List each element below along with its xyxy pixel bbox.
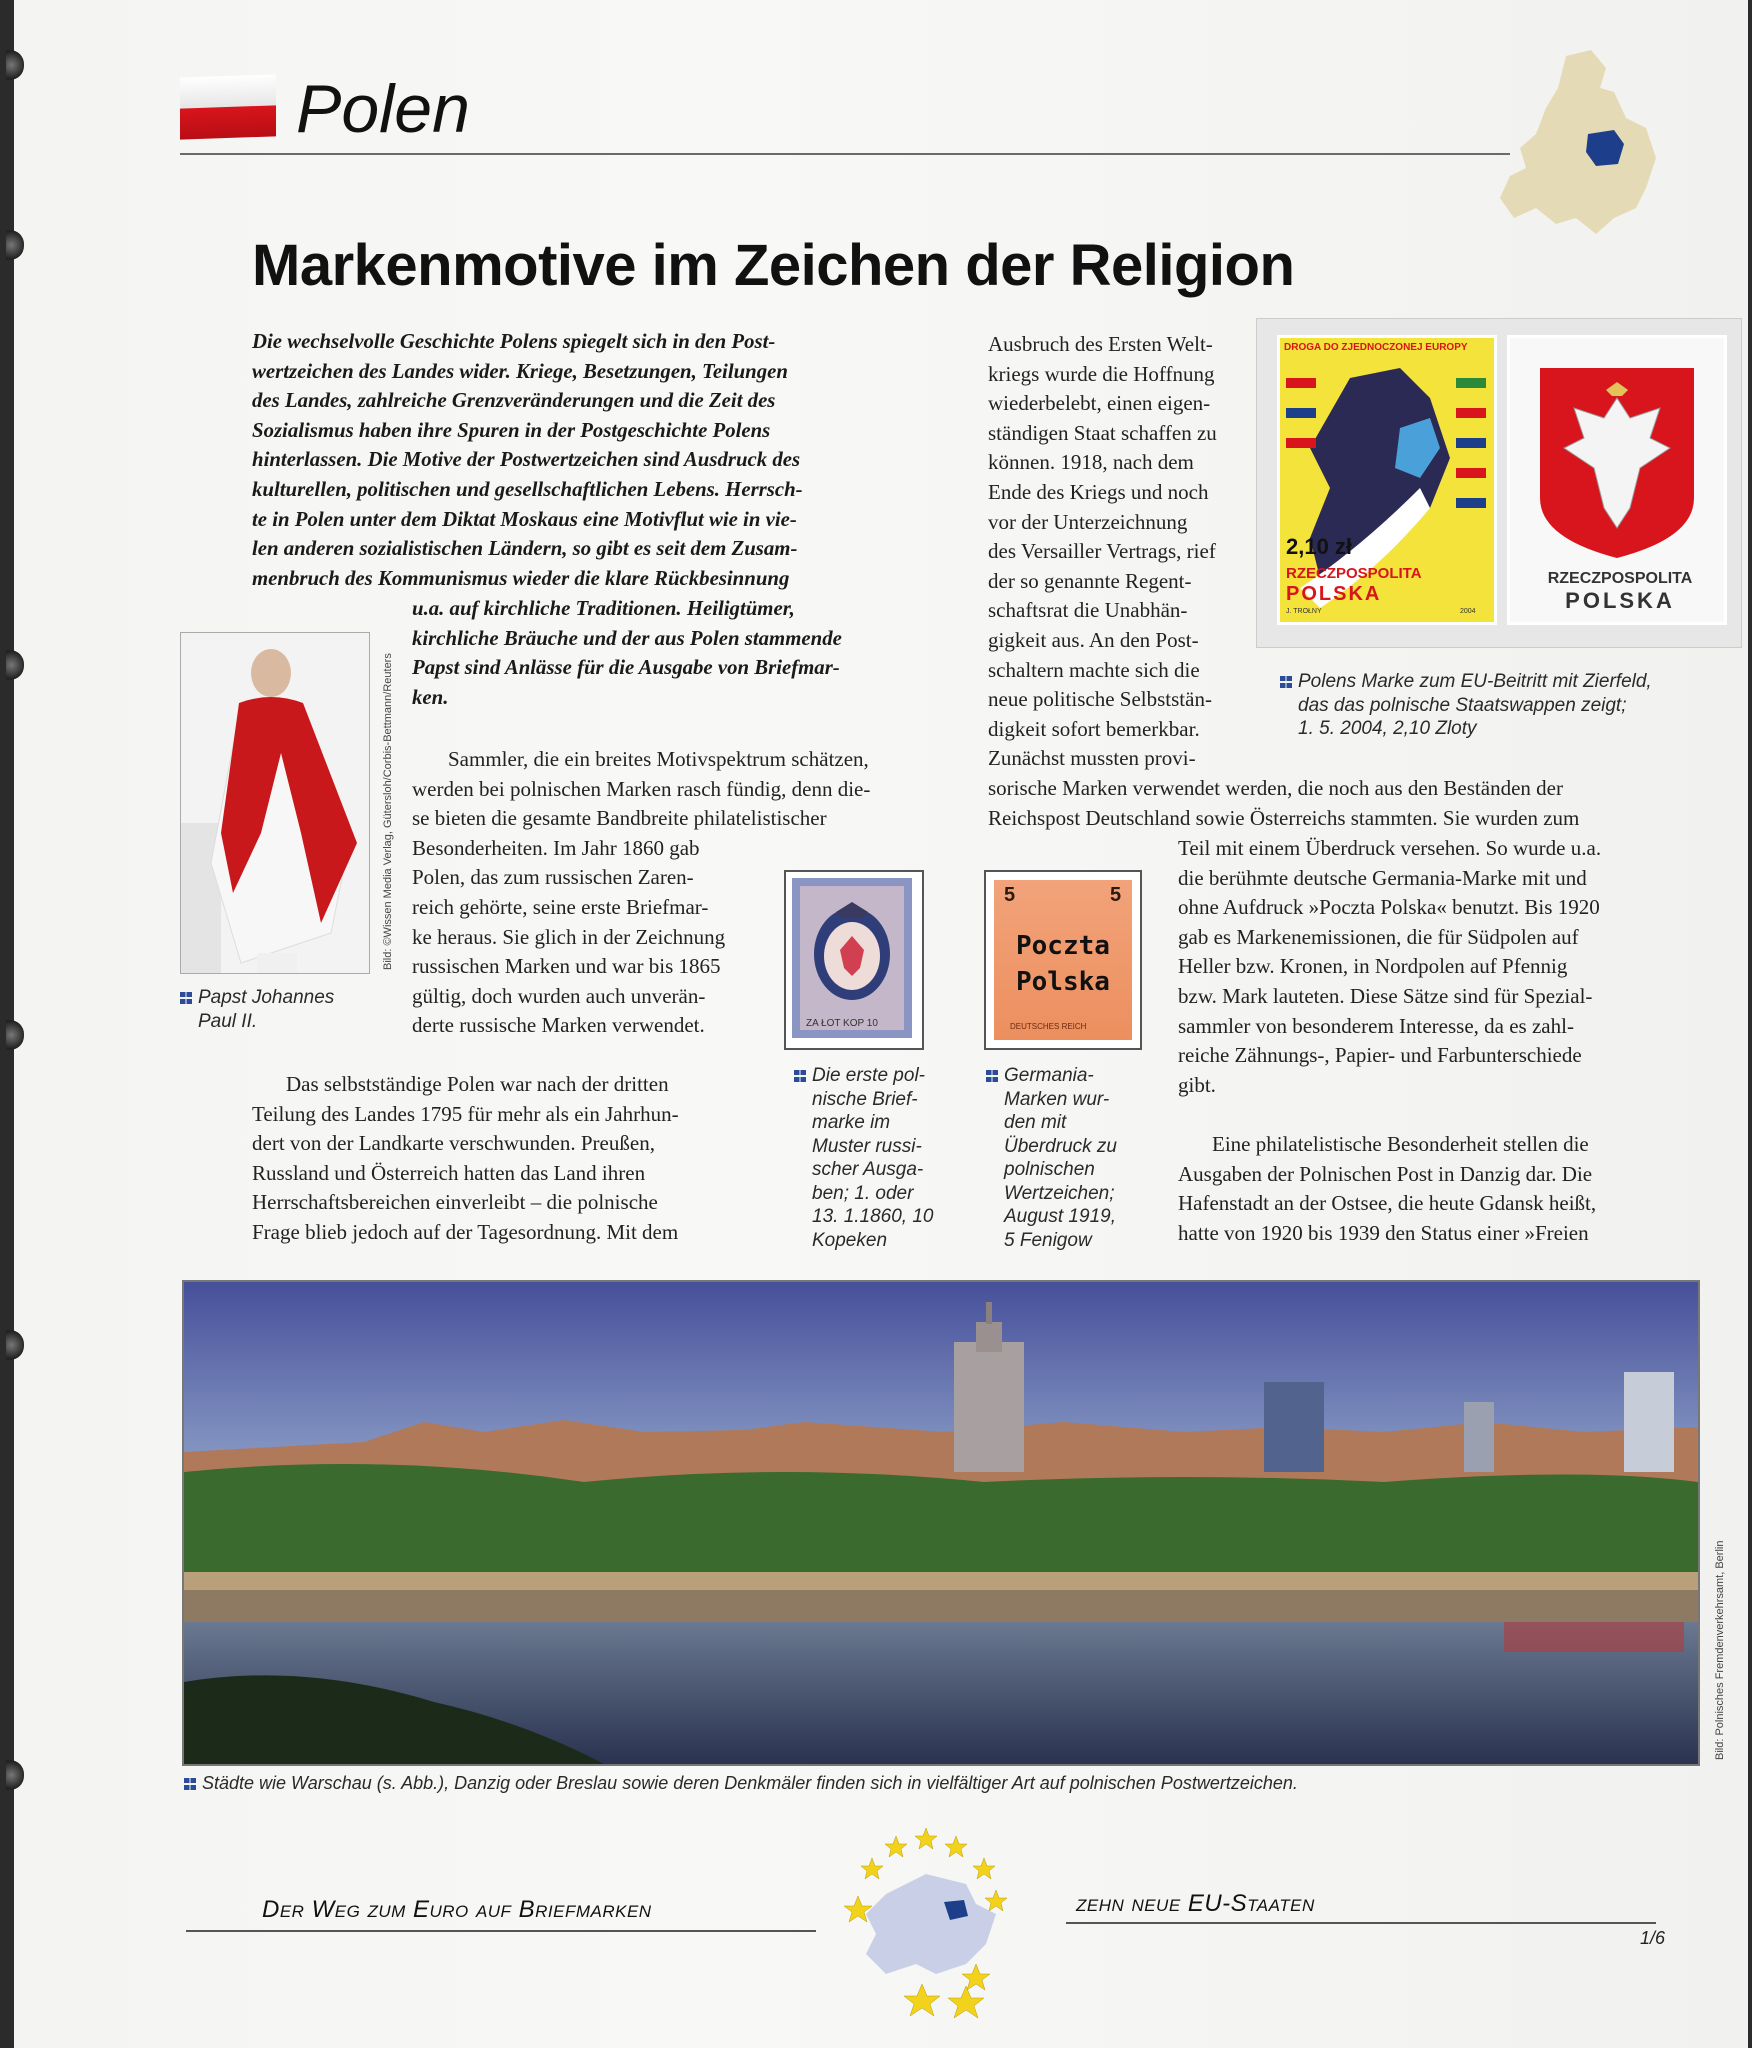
binder-ring	[6, 230, 24, 260]
body-paragraph-collectors: Sammler, die ein breites Motivspektrum schätzen, werden bei polnischen Marken rasch fündig, denn die- se bieten die gesamte Bandbreite philatelistischer Besonderheiten. Im Jahr 1860 gab Polen, das zum russischen Zaren- reich gehörte, seine erste Briefmar- ke heraus. Sie glich in der Zeichnung russischen Marken und war bis 1865 gültig, doch wurden auch unverän- derte russische Marken verwendet.	[412, 747, 871, 1038]
coat-of-arms-tab-text: RZECZPOSPOLITA POLSKA	[1547, 570, 1693, 613]
page-number: 1/6	[1640, 1928, 1666, 1948]
body-paragraph-germania: Teil mit einem Überdruck versehen. So wurde u.a. die berühmte deutsche Germania-Marke mit und ohne Aufdruck »Poczta Polska« benutzt. Bis 1920 gab es Markenemissionen, die für Südpolen auf Heller bzw. Kronen, in Nordpolen auf Pfennig bzw. Mark lauteten. Diese Sätze sind für Spezial- sammler von besonderem Interesse, da es zahl- reiche Zähnungs-, Papier- und Farbunterschiede gibt.	[1178, 836, 1602, 1097]
warsaw-panorama-photo	[182, 1280, 1700, 1766]
first-stamp-caption: Die erste pol- nische Brief- marke im Muster russi- scher Ausga- ben; 1. oder 13. 1.1860, 10 Kopeken	[794, 1064, 934, 1252]
header-rule	[180, 153, 1510, 155]
binder-ring	[6, 650, 24, 680]
germania-value-right: 5	[1110, 884, 1122, 906]
footer-series-title: Der Weg zum Euro auf Briefmarken	[262, 1896, 652, 1923]
lead-paragraph: Die wechselvolle Geschichte Polens spiegelt sich in den Post- wertzeichen des Landes wider. Kriege, Besetzungen, Teilungen des Landes, zahlreiche Grenzveränderungen und die Zeit des Sozialismus haben ihre Spuren in der Postgeschichte Polens hinterlassen. Die Motive der Postwertzeichen sind Ausdruck des kulturellen, politischen und gesellschaftlichen Lebens. Herrsch- te in Polen unter dem Diktat Moskaus eine Motivflut wie in vie- len anderen sozialistischen Ländern, so gibt es seit dem Zusam- menbruch des Kommunismus wieder die klare Rückbesinnung	[252, 330, 803, 590]
footer-rule-right	[1066, 1922, 1656, 1924]
first-stamp-inscription: ZA ŁOT KOP 10	[806, 1018, 878, 1029]
pope-photo	[180, 632, 370, 974]
eu-stamp-designer: J. TROŁNY	[1286, 608, 1322, 615]
panorama-credit: Bild: Polnisches Fremdenverkehrsamt, Berlin	[1714, 1540, 1726, 1760]
body-paragraph-history: Das selbstständige Polen war nach der dritten Teilung des Landes 1795 für mehr als ein Jahrhun- dert von der Landkarte verschwunden. Preußen, Russland und Österreich hatten das Land ihren Herrschaftsbereichen einverleibt – die polnische Frage blieb jedoch auf der Tagesordnung. Mit dem	[252, 1072, 679, 1244]
coat-of-arms-tab	[1507, 335, 1727, 625]
bullet-icon	[184, 1778, 196, 1790]
footer-series-subtitle: zehn neue EU-Staaten	[1076, 1890, 1315, 1917]
bullet-icon	[986, 1070, 998, 1082]
germania-stamp	[984, 870, 1142, 1050]
lead-paragraph-continued: u.a. auf kirchliche Traditionen. Heiligtümer, kirchliche Bräuche und der aus Polen stammende Papst sind Anlässe für die Ausgabe von Briefmar- ken.	[412, 597, 842, 709]
pope-caption: Papst Johannes Paul II.	[180, 986, 334, 1033]
eu-accession-stamp	[1256, 318, 1742, 648]
bullet-icon	[1280, 676, 1292, 688]
eu-stamp-value: 2,10 zł	[1286, 534, 1353, 559]
binder-ring	[6, 1020, 24, 1050]
binder-ring	[6, 1330, 24, 1360]
germania-value-left: 5	[1004, 884, 1016, 906]
polish-flag-icon	[180, 74, 276, 139]
eu-stamp-caption: Polens Marke zum EU-Beitritt mit Zierfeld, das das polnische Staatswappen zeigt; 1. 5. 2004, 2,10 Zloty	[1280, 670, 1652, 741]
germania-overprint: Poczta Polska	[1016, 931, 1110, 997]
bullet-icon	[180, 992, 192, 1004]
album-page	[14, 0, 1748, 2048]
body-paragraph-wwi: Ausbruch des Ersten Welt- kriegs wurde die Hoffnung wiederbelebt, einen eigen- ständigen Staat schaffen zu können. 1918, nach dem Ende des Kriegs und noch vor der Unterzeichnung des Versailler Vertrags, rief der so genannte Regent- schaftsrat die Unabhän- gigkeit aus. An den Post- schaltern machte sich die neue politische Selbststän- digkeit sofort bemerkbar. Zunächst mussten provi-	[988, 332, 1217, 771]
eu-stamp-country: RZECZPOSPOLITA POLSKA	[1286, 565, 1422, 605]
body-paragraph-danzig: Eine philatelistische Besonderheit stellen die Ausgaben der Polnischen Post in Danzig dar. Die Hafenstadt an der Ostsee, die heute Gdansk heißt, hatte von 1920 bis 1939 den Status einer »Freien	[1178, 1132, 1597, 1245]
footer-rule-left	[186, 1930, 816, 1932]
headline: Markenmotive im Zeichen der Religion	[252, 233, 1295, 298]
binder-ring	[6, 50, 24, 80]
bullet-icon	[794, 1070, 806, 1082]
first-polish-stamp	[784, 870, 924, 1050]
country-title: Polen	[296, 71, 470, 147]
binder-ring	[6, 1760, 24, 1790]
pope-photo-credit: Bild: ©Wissen Media Verlag, Gütersloh/Corbis-Bettmann/Reuters	[382, 653, 394, 970]
body-paragraph-provisional: sorische Marken verwendet werden, die noch aus den Beständen der Reichspost Deutschland sowie Österreichs stammten. Sie wurden zum	[988, 776, 1580, 830]
eu-stamp-map	[1277, 335, 1497, 625]
germania-bottom-text: DEUTSCHES REICH	[1010, 1022, 1087, 1031]
germania-caption: Germania- Marken wur- den mit Überdruck zu polnischen Wertzeichen; August 1919, 5 Fenigow	[986, 1064, 1117, 1252]
eu-stars-map-icon	[826, 1824, 1066, 2024]
europe-map-icon	[1496, 48, 1666, 238]
eu-stamp-top-text: DROGA DO ZJEDNOCZONEJ EUROPY	[1284, 342, 1468, 353]
eu-stamp-year: 2004	[1460, 608, 1476, 615]
panorama-caption: Städte wie Warschau (s. Abb.), Danzig oder Breslau sowie deren Denkmäler finden sich in vielfältiger Art auf polnischen Postwertzeichen.	[184, 1772, 1298, 1796]
